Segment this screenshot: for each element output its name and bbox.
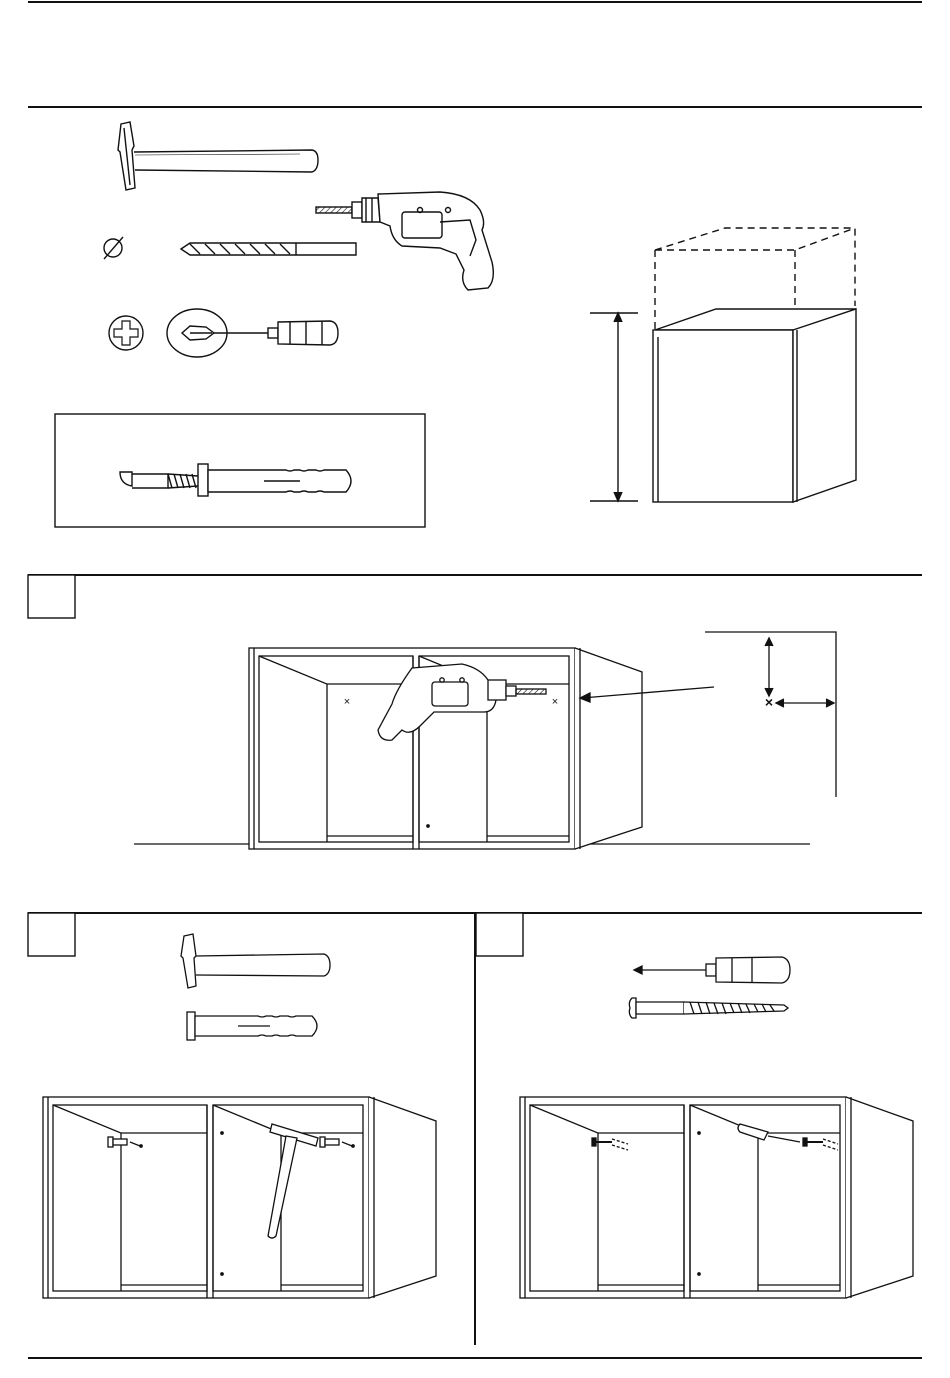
- cabinet-side: [793, 309, 856, 502]
- diameter-symbol-icon: [104, 237, 123, 259]
- hardware-box: [55, 414, 425, 527]
- step-3-number-box: [476, 913, 523, 956]
- step-1-illustration: [134, 632, 836, 849]
- step-2-illustration: [43, 934, 436, 1298]
- drill-bit-icon: [181, 243, 356, 255]
- step-1: [28, 575, 922, 849]
- screw-icon: [629, 998, 788, 1018]
- step-3-illustration: [520, 957, 913, 1298]
- tools-panel: [104, 122, 493, 357]
- screwdriver-icon: [634, 957, 790, 983]
- wall-corner-detail: [705, 632, 836, 797]
- svg-text:×: ×: [343, 696, 351, 708]
- hammer-icon: [118, 122, 318, 190]
- cabinet-front: [653, 330, 793, 502]
- wall-plug-icon: [198, 464, 351, 496]
- phillips-head-icon: [109, 316, 143, 350]
- page-header: [28, 2, 922, 107]
- step-1-number-box: [28, 575, 75, 618]
- wall-plug-icon: [187, 1012, 317, 1040]
- cabinet-height-diagram: [590, 228, 856, 502]
- step-2: [28, 913, 436, 1298]
- svg-text:×: ×: [551, 696, 559, 708]
- svg-text:×: ×: [764, 694, 774, 710]
- hammer-icon: [181, 934, 330, 988]
- screw-icon: [120, 472, 198, 488]
- step-3: [476, 913, 913, 1298]
- screwdriver-icon: [167, 309, 338, 357]
- drill-icon: [316, 192, 493, 290]
- step-2-number-box: [28, 913, 75, 956]
